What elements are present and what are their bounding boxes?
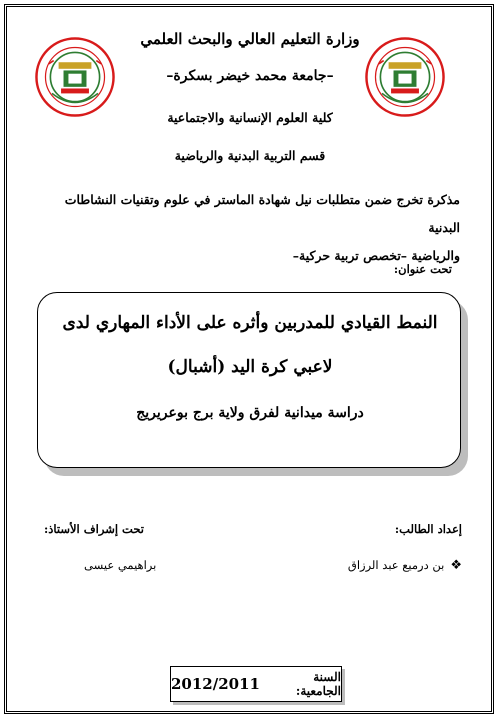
thesis-subtitle: دراسة ميدانية لفرق ولاية برج بوعريريج bbox=[136, 405, 364, 421]
memo-description bbox=[40, 186, 460, 270]
memo-line-2: والرياضية –تخصص تربية حركية– bbox=[292, 248, 460, 263]
thesis-title-line-2: لاعبي كرة اليد (أشبال) bbox=[167, 357, 333, 377]
ministry-name: وزارة التعليم العالي والبحث العلمي bbox=[140, 30, 360, 48]
title-box bbox=[37, 292, 461, 468]
faculty-name: كلية العلوم الإنسانية والاجتماعية bbox=[167, 110, 333, 125]
department-name: قسم التربية البدنية والرياضية bbox=[174, 148, 326, 163]
prepared-by-label: إعداد الطالب: bbox=[394, 522, 462, 536]
academic-year-value: 2012/2011 bbox=[171, 675, 260, 693]
supervisor-name: براهيمي عيسى bbox=[84, 558, 157, 572]
university-name: –جامعة محمد خيضر بسكرة– bbox=[166, 68, 334, 84]
academic-year-label: السنة الجامعية: bbox=[295, 670, 341, 698]
student-name: بن درميع عبد الرزاق bbox=[347, 558, 445, 572]
diamond-bullet-icon: ❖ bbox=[450, 557, 462, 573]
memo-line-1: مذكرة تخرج ضمن متطلبات نيل شهادة الماستر في علوم وتقنيات النشاطات البدنية bbox=[64, 192, 460, 235]
supervisor-label: تحت إشراف الأستاذ: bbox=[44, 522, 144, 536]
student-entry bbox=[348, 558, 462, 572]
academic-year-box bbox=[170, 666, 342, 702]
thesis-title-line-1: النمط القيادي للمدربين وأثره على الأداء المهاري لدى bbox=[62, 313, 438, 333]
under-title-label: تحت عنوان: bbox=[393, 262, 452, 276]
